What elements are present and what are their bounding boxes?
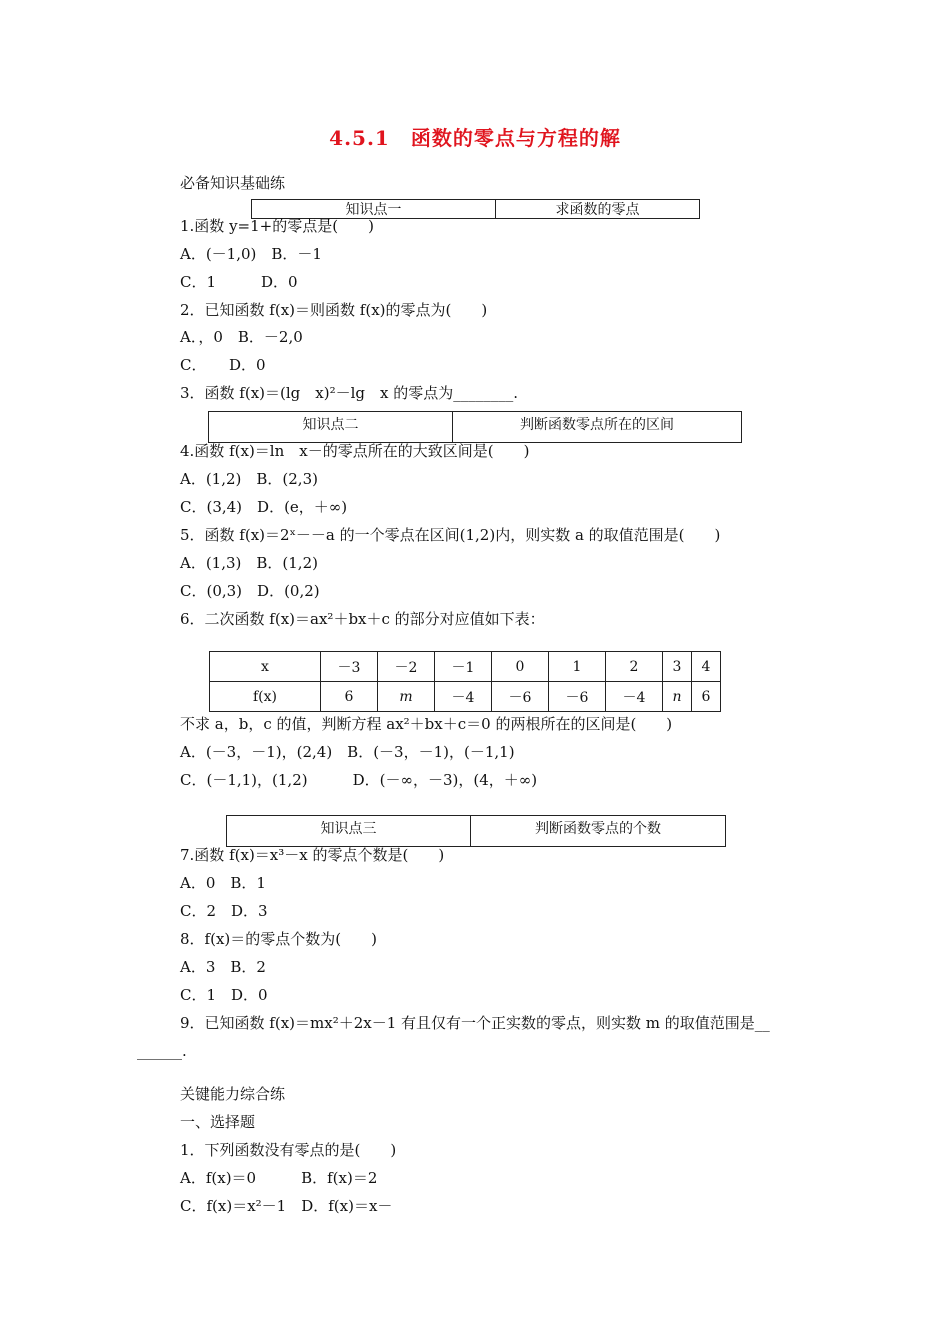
option-line: A．(－1,0) B．－1 [180,245,322,263]
option-line: A．0 B．1 [180,874,266,892]
table-cell: 4 [692,652,721,682]
table-row [210,682,721,712]
question-line: 2．已知函数 f(x)＝则函数 f(x)的零点为( ) [180,301,488,319]
table-cell: f(x) [210,682,321,712]
option-line: A．(－3，－1)，(2,4) B．(－3，－1)，(－1,1) [180,743,515,761]
knowledge-point-box-2 [208,411,742,443]
table-cell: －2 [378,652,435,682]
table-cell: 1 [549,652,606,682]
part-heading: 一、选择题 [180,1113,256,1131]
knowledge-point-label: 知识点三 [320,821,377,837]
knowledge-point-topic: 判断函数零点所在的区间 [452,412,741,442]
table-cell: x [210,652,321,682]
question-line: 5．函数 f(x)＝2ˣ－－a 的一个零点在区间(1,2)内，则实数 a 的取值范围是( ) [180,526,721,544]
table-cell: －6 [492,682,549,712]
table-cell: 6 [321,682,378,712]
section-heading-ability: 关键能力综合练 [180,1085,286,1103]
knowledge-point-topic: 求函数的零点 [495,200,699,218]
option-line: C． D．0 [180,356,266,374]
option-line: C．1 D．0 [180,986,268,1004]
table-cell: －3 [321,652,378,682]
option-line: A．，0 B．－2,0 [180,328,303,346]
option-line: A．(1,2) B．(2,3) [180,470,318,488]
section-heading-basic: 必备知识基础练 [180,174,286,192]
option-line: C．2 D．3 [180,902,268,920]
question-line: 不求 a，b，c 的值，判断方程 ax²＋bx＋c＝0 的两根所在的区间是( ) [180,715,673,733]
question-line: 8．f(x)＝的零点个数为( ) [180,930,377,948]
table-cell: 0 [492,652,549,682]
question-line: 4.函数 f(x)＝ln x－的零点所在的大致区间是( ) [180,442,530,460]
table-cell: n [663,682,692,712]
table-cell: －1 [435,652,492,682]
option-line: A．(1,3) B．(1,2) [180,554,318,572]
table-cell: －6 [549,682,606,712]
table-cell: 6 [692,682,721,712]
question-line: 6．二次函数 f(x)＝ax²＋bx＋c 的部分对应值如下表： [180,610,545,628]
table-cell: 2 [606,652,663,682]
option-line: A．f(x)＝0 B．f(x)＝2 [180,1169,378,1187]
option-line: C．f(x)＝x²－1 D．f(x)＝x－ [180,1197,393,1215]
knowledge-point-box-3 [226,815,726,847]
question-line: 1．下列函数没有零点的是( ) [180,1141,397,1159]
table-row [210,652,721,682]
table-cell: 3 [663,652,692,682]
question-line: 9．已知函数 f(x)＝mx²＋2x－1 有且仅有一个正实数的零点，则实数 m 的取值范围是__ [180,1014,770,1032]
option-line: C．1 D．0 [180,273,298,291]
table-cell: －4 [435,682,492,712]
question-line: 7.函数 f(x)＝x³－x 的零点个数是( ) [180,846,445,864]
table-cell: m [378,682,435,712]
option-line: C．(0,3) D．(0,2) [180,582,320,600]
option-line: C．(3,4) D．(e，＋∞) [180,498,348,516]
question-line: 1.函数 y=1+的零点是( ) [180,217,374,235]
knowledge-point-label: 知识点一 [345,202,402,218]
knowledge-point-label: 知识点二 [302,417,359,433]
option-line: A．3 B．2 [180,958,266,976]
knowledge-point-topic: 判断函数零点的个数 [470,816,725,846]
answer-blank-line: ______. [137,1042,187,1060]
option-line: C．(－1,1)，(1,2) D．(－∞，－3)，(4，＋∞) [180,771,538,789]
question-line: 3．函数 f(x)＝(lg x)²－lg x 的零点为________. [180,384,518,402]
table-cell: －4 [606,682,663,712]
page-title: 4.5.1 函数的零点与方程的解 [329,126,621,150]
value-table [209,651,721,712]
